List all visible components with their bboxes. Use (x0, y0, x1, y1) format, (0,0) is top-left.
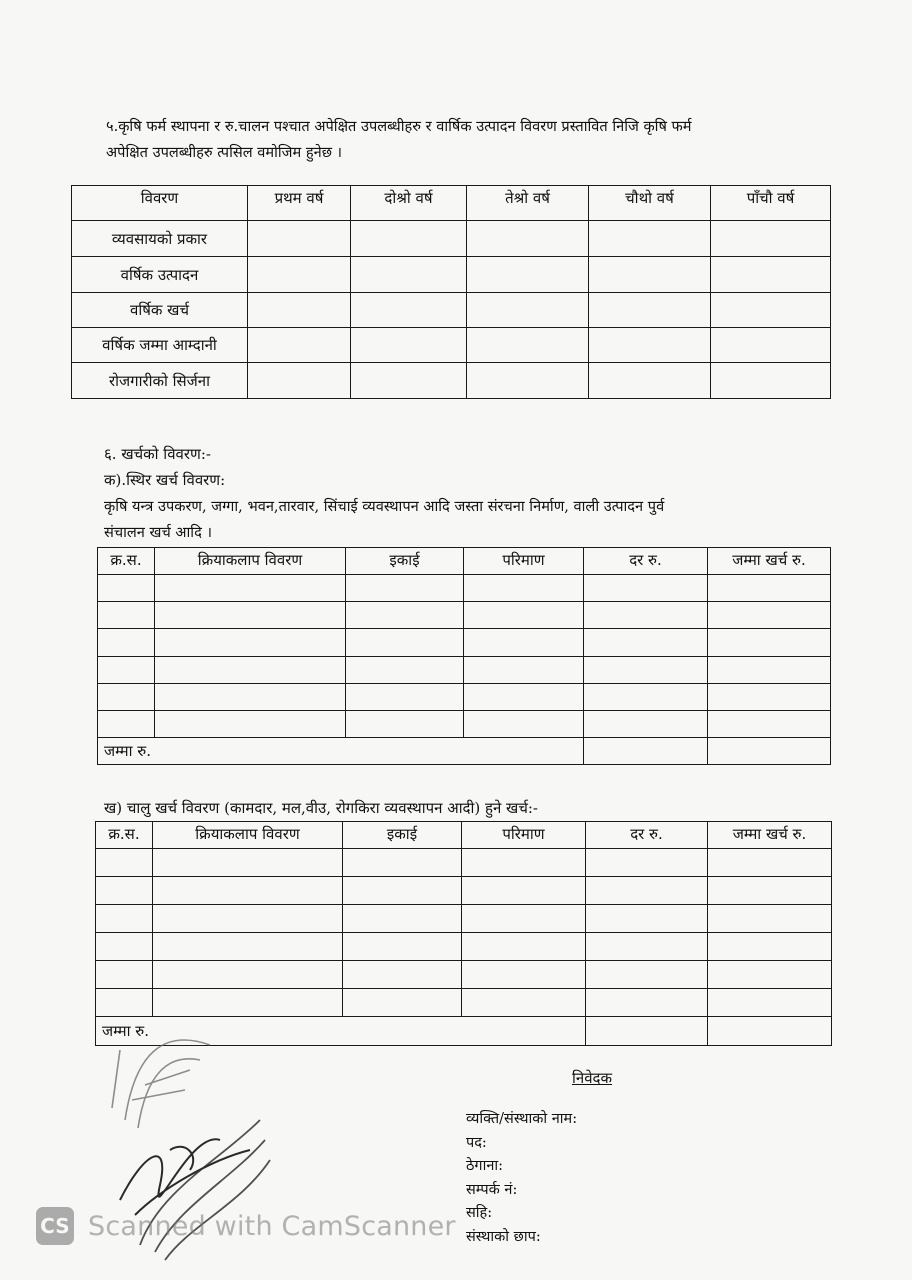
input-cell[interactable] (343, 877, 462, 905)
input-cell[interactable] (589, 363, 711, 399)
table-row (72, 293, 831, 328)
row-label-annual-expense: वर्षिक खर्च (72, 293, 248, 328)
col-header-year-2: दोश्रो वर्ष (351, 186, 467, 221)
input-cell[interactable] (711, 221, 831, 257)
total-label: जम्मा रु. (98, 738, 584, 765)
table-row (98, 684, 831, 711)
table-header-row (72, 186, 831, 221)
table-row (72, 257, 831, 293)
input-cell[interactable] (708, 877, 832, 905)
input-cell[interactable] (248, 221, 351, 257)
input-cell[interactable] (248, 257, 351, 293)
input-cell[interactable] (586, 905, 708, 933)
fixed-expense-description (104, 494, 829, 546)
input-cell[interactable] (584, 629, 708, 657)
input-cell[interactable] (248, 293, 351, 328)
input-cell[interactable] (462, 877, 586, 905)
input-cell[interactable] (708, 684, 831, 711)
row-label-business-type: व्यवसायको प्रकार (72, 221, 248, 257)
input-cell[interactable] (351, 363, 467, 399)
field-position-label: पद: (466, 1134, 487, 1151)
col-header-serial: क्र.स. (98, 548, 155, 575)
table-row (72, 221, 831, 257)
input-cell[interactable] (343, 933, 462, 961)
input-cell[interactable] (589, 293, 711, 328)
input-cell[interactable] (98, 629, 155, 657)
input-cell[interactable] (98, 711, 155, 738)
table-row (72, 363, 831, 399)
input-cell[interactable] (467, 293, 589, 328)
col-header-year-1: प्रथम वर्ष (248, 186, 351, 221)
table-row (96, 933, 832, 961)
input-cell[interactable] (153, 877, 343, 905)
input-cell[interactable] (351, 293, 467, 328)
input-cell[interactable] (586, 877, 708, 905)
input-cell[interactable] (155, 602, 346, 629)
input-cell[interactable] (98, 602, 155, 629)
camscanner-logo-icon: CS (36, 1207, 74, 1245)
input-cell[interactable] (98, 575, 155, 602)
input-cell[interactable] (346, 684, 464, 711)
input-cell[interactable] (464, 629, 584, 657)
input-cell[interactable] (351, 221, 467, 257)
input-cell[interactable] (464, 684, 584, 711)
input-cell[interactable] (584, 575, 708, 602)
annual-production-table (71, 185, 831, 399)
section-6-heading: ६. खर्चको विवरण:- (104, 445, 211, 463)
input-cell[interactable] (155, 629, 346, 657)
table-row (98, 575, 831, 602)
table-row (96, 849, 832, 877)
input-cell[interactable] (346, 711, 464, 738)
total-row (98, 738, 831, 765)
description-line-2: संचालन खर्च आदि । (104, 524, 213, 541)
table-row (98, 602, 831, 629)
input-cell[interactable] (153, 933, 343, 961)
fixed-expense-subheading: क).स्थिर खर्च विवरण: (104, 471, 226, 489)
section-5-line-1: ५.कृषि फर्म स्थापना र रु.चालन पश्चात अपेक्षित उपलब्धीहरु र वार्षिक उत्पादन विवरण प्रस्तावित निजि कृषि फर्म (106, 118, 692, 135)
input-cell[interactable] (343, 905, 462, 933)
input-cell[interactable] (589, 221, 711, 257)
total-label: जम्मा रु. (96, 1017, 586, 1046)
row-label-annual-production: वर्षिक उत्पादन (72, 257, 248, 293)
input-cell[interactable] (584, 684, 708, 711)
table-row (96, 961, 832, 989)
input-cell[interactable] (96, 849, 153, 877)
row-label-employment: रोजगारीको सिर्जना (72, 363, 248, 399)
field-signature-label: सहि: (466, 1205, 493, 1221)
input-cell[interactable] (351, 328, 467, 363)
input-cell[interactable] (346, 629, 464, 657)
col-header-serial: क्र.स. (96, 822, 153, 849)
col-header-rate: दर रु. (584, 548, 708, 575)
col-header-year-5: पाँचौ वर्ष (711, 186, 831, 221)
col-header-total-cost: जम्मा खर्च रु. (708, 822, 832, 849)
input-cell[interactable] (467, 257, 589, 293)
table-row (96, 877, 832, 905)
input-cell[interactable] (343, 849, 462, 877)
field-stamp-label: संस्थाको छाप: (466, 1228, 541, 1245)
input-cell[interactable] (586, 849, 708, 877)
table-row (98, 629, 831, 657)
input-cell[interactable] (586, 933, 708, 961)
row-label-total-income: वर्षिक जम्मा आम्दानी (72, 328, 248, 363)
input-cell[interactable] (462, 961, 586, 989)
section-5-line-2: अपेक्षित उपलब्धीहरु त्पसिल वमोजिम हुनेछ । (106, 144, 343, 161)
fixed-expense-table (97, 547, 831, 765)
input-cell[interactable] (248, 363, 351, 399)
round-stamp-icon (112, 1040, 210, 1128)
input-cell[interactable] (708, 849, 832, 877)
input-cell[interactable] (708, 711, 831, 738)
table-header-row (96, 822, 832, 849)
input-cell[interactable] (708, 905, 832, 933)
applicant-title: निवेदक (572, 1069, 613, 1087)
input-cell[interactable] (96, 877, 153, 905)
input-cell[interactable] (343, 961, 462, 989)
input-cell[interactable] (711, 363, 831, 399)
input-cell[interactable] (708, 629, 831, 657)
input-cell[interactable] (467, 221, 589, 257)
input-cell[interactable] (589, 257, 711, 293)
input-cell[interactable] (464, 602, 584, 629)
table-row (96, 905, 832, 933)
input-cell[interactable] (464, 711, 584, 738)
field-name-label: व्यक्ति/संस्थाको नाम: (466, 1111, 578, 1127)
section-5-intro (106, 114, 846, 166)
input-cell[interactable] (584, 657, 708, 684)
col-header-year-4: चौथो वर्ष (589, 186, 711, 221)
input-cell[interactable] (351, 257, 467, 293)
input-cell[interactable] (155, 657, 346, 684)
input-cell[interactable] (467, 363, 589, 399)
col-header-year-3: तेश्रो वर्ष (467, 186, 589, 221)
col-header-quantity: परिमाण (464, 548, 584, 575)
field-address-label: ठेगाना: (466, 1158, 504, 1174)
input-cell[interactable] (711, 257, 831, 293)
input-cell[interactable] (155, 711, 346, 738)
col-header-rate: दर रु. (586, 822, 708, 849)
input-cell[interactable] (708, 933, 832, 961)
input-cell[interactable] (584, 738, 708, 765)
input-cell[interactable] (153, 961, 343, 989)
input-cell[interactable] (708, 1017, 832, 1046)
input-cell[interactable] (96, 961, 153, 989)
input-cell[interactable] (96, 905, 153, 933)
input-cell[interactable] (153, 905, 343, 933)
input-cell[interactable] (462, 933, 586, 961)
input-cell[interactable] (464, 657, 584, 684)
running-expense-subheading: ख) चालु खर्च विवरण (कामदार, मल,वीउ, रोगकिरा व्यवस्थापन आदी) हुने खर्च:- (104, 799, 538, 817)
input-cell[interactable] (586, 989, 708, 1017)
input-cell[interactable] (589, 328, 711, 363)
input-cell[interactable] (708, 961, 832, 989)
table-row (72, 328, 831, 363)
input-cell[interactable] (248, 328, 351, 363)
table-row (98, 711, 831, 738)
input-cell[interactable] (708, 657, 831, 684)
col-header-unit: इकाई (346, 548, 464, 575)
input-cell[interactable] (153, 849, 343, 877)
description-line-1: कृषि यन्त्र उपकरण, जग्गा, भवन,तारवार, सिंचाई व्यवस्थापन आदि जस्ता संरचना निर्माण, वाली उत्पादन पुर्व (104, 498, 665, 515)
input-cell[interactable] (98, 657, 155, 684)
input-cell[interactable] (467, 328, 589, 363)
col-header-quantity: परिमाण (462, 822, 586, 849)
col-header-unit: इकाई (343, 822, 462, 849)
input-cell[interactable] (96, 933, 153, 961)
input-cell[interactable] (584, 602, 708, 629)
table-header-row (98, 548, 831, 575)
input-cell[interactable] (586, 1017, 708, 1046)
input-cell[interactable] (708, 575, 831, 602)
input-cell[interactable] (711, 328, 831, 363)
input-cell[interactable] (346, 602, 464, 629)
col-header-activity: क्रियाकलाप विवरण (153, 822, 343, 849)
input-cell[interactable] (708, 738, 831, 765)
col-header-total-cost: जम्मा खर्च रु. (708, 548, 831, 575)
input-cell[interactable] (346, 657, 464, 684)
input-cell[interactable] (462, 849, 586, 877)
camscanner-watermark (36, 1204, 596, 1248)
input-cell[interactable] (155, 684, 346, 711)
input-cell[interactable] (343, 989, 462, 1017)
input-cell[interactable] (464, 575, 584, 602)
input-cell[interactable] (155, 575, 346, 602)
input-cell[interactable] (98, 684, 155, 711)
col-header-activity: क्रियाकलाप विवरण (155, 548, 346, 575)
input-cell[interactable] (584, 711, 708, 738)
input-cell[interactable] (462, 905, 586, 933)
input-cell[interactable] (346, 575, 464, 602)
input-cell[interactable] (708, 602, 831, 629)
input-cell[interactable] (708, 989, 832, 1017)
input-cell[interactable] (462, 989, 586, 1017)
input-cell[interactable] (711, 293, 831, 328)
input-cell[interactable] (586, 961, 708, 989)
field-contact-label: सम्पर्क नं: (466, 1181, 518, 1198)
col-header-description: विवरण (72, 186, 248, 221)
table-row (98, 657, 831, 684)
watermark-text: Scanned with CamScanner (88, 1210, 456, 1242)
